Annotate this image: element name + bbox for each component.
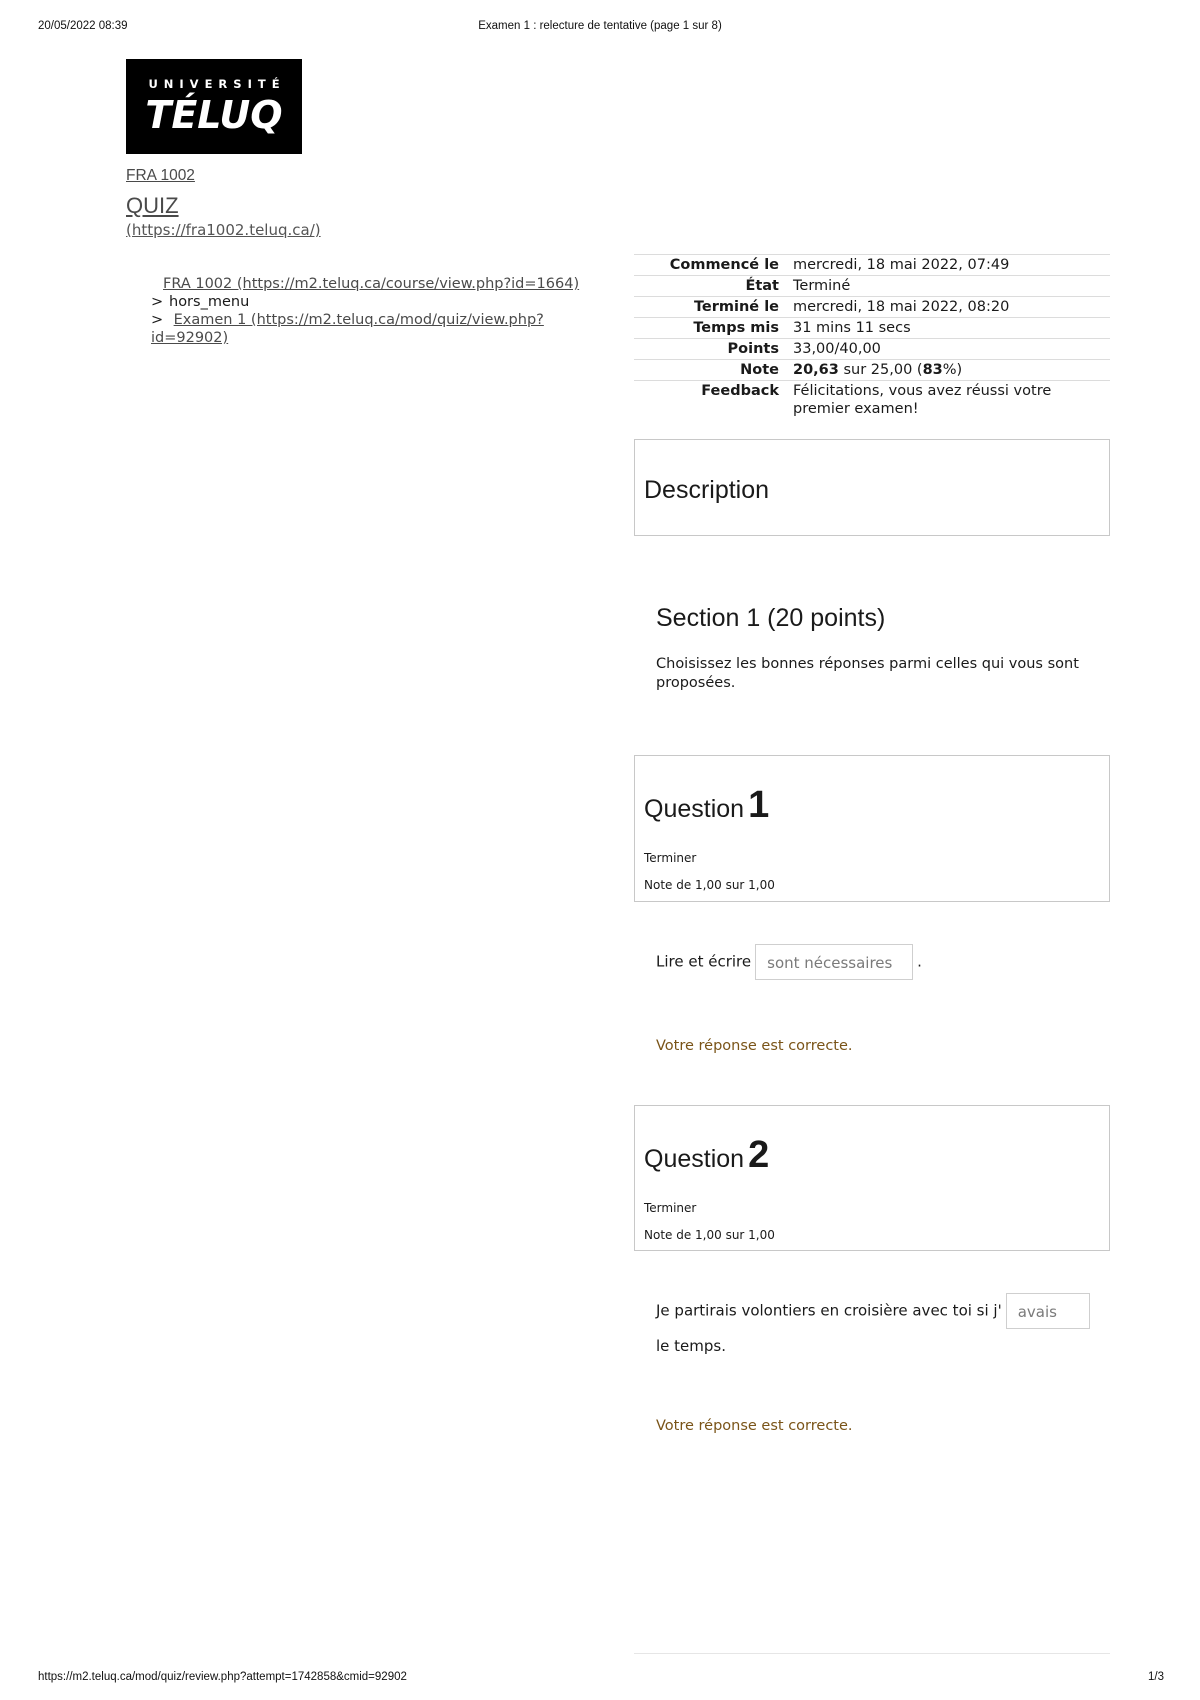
breadcrumb-link-course[interactable]: FRA 1002 (https://m2.teluq.ca/course/view.php?id=1664) bbox=[163, 276, 580, 292]
summary-row-finished bbox=[634, 297, 1110, 318]
logo-line-teluq: TÉLUQ bbox=[145, 93, 283, 137]
print-page-number: 1/3 bbox=[1148, 1671, 1164, 1683]
summary-label: Terminé le bbox=[693, 299, 779, 315]
summary-row-points bbox=[634, 339, 1110, 360]
section-title: Section 1 (20 points) bbox=[656, 604, 886, 632]
question-suffix: . bbox=[917, 952, 922, 971]
answer-field[interactable]: avais bbox=[1006, 1293, 1090, 1329]
question-number: 2 bbox=[748, 1134, 770, 1176]
breadcrumb-item-hors-menu bbox=[151, 293, 571, 311]
answer-field[interactable]: sont nécessaires bbox=[755, 944, 913, 980]
note-middle: sur 25,00 ( bbox=[838, 362, 923, 378]
summary-value: Terminé bbox=[793, 278, 851, 294]
question-feedback: Votre réponse est correcte. bbox=[656, 1038, 853, 1054]
breadcrumb-link-exam[interactable]: Examen 1 (https://m2.teluq.ca/mod/quiz/view.php?id=92902) bbox=[151, 312, 544, 346]
summary-label: État bbox=[745, 278, 779, 294]
summary-value: 33,00/40,00 bbox=[793, 341, 881, 357]
site-url-link[interactable]: (https://fra1002.teluq.ca/) bbox=[126, 221, 321, 239]
section-instructions: Choisissez les bonnes réponses parmi celles qui vous sont proposées. bbox=[656, 656, 1079, 691]
question-state: Terminer bbox=[644, 1201, 697, 1215]
question-prefix: Lire et écrire bbox=[656, 952, 752, 971]
breadcrumb bbox=[151, 275, 580, 347]
question-label: Question bbox=[644, 1145, 745, 1173]
summary-label: Note bbox=[740, 362, 779, 378]
logo-line-universite: UNIVERSITÉ bbox=[148, 77, 286, 91]
breadcrumb-separator: > bbox=[151, 312, 164, 328]
summary-row-state bbox=[634, 276, 1110, 297]
summary-label: Feedback bbox=[701, 383, 779, 399]
question-text bbox=[656, 1293, 1096, 1363]
attempt-summary-table bbox=[634, 254, 1110, 419]
note-percent: 83 bbox=[922, 362, 943, 378]
breadcrumb-separator: > bbox=[151, 294, 164, 310]
print-url: https://m2.teluq.ca/mod/quiz/review.php?attempt=1742858&cmid=92902 bbox=[38, 1671, 407, 1683]
question-suffix: le temps. bbox=[656, 1337, 726, 1355]
question-number: 1 bbox=[748, 784, 770, 826]
description-box bbox=[634, 439, 1110, 536]
breadcrumb-item-course bbox=[151, 275, 580, 293]
note-score: 20,63 bbox=[793, 362, 839, 378]
teluq-logo[interactable] bbox=[126, 59, 302, 154]
note-end: %) bbox=[942, 362, 963, 378]
summary-value: Félicitations, vous avez réussi votre premier examen! bbox=[793, 383, 1052, 417]
quiz-title-link[interactable]: QUIZ bbox=[126, 193, 179, 218]
question-label: Question bbox=[644, 795, 745, 823]
course-code-link[interactable]: FRA 1002 bbox=[126, 167, 195, 184]
question-info-box bbox=[634, 755, 1110, 902]
summary-value: mercredi, 18 mai 2022, 08:20 bbox=[793, 299, 1010, 315]
question-grade: Note de 1,00 sur 1,00 bbox=[644, 1228, 775, 1242]
question-info-box bbox=[634, 1105, 1110, 1251]
print-title: Examen 1 : relecture de tentative (page 1 sur 8) bbox=[478, 20, 722, 32]
question-prefix: Je partirais volontiers en croisière avec toi si j' bbox=[656, 1301, 1002, 1320]
summary-label: Temps mis bbox=[693, 320, 779, 336]
summary-label: Points bbox=[727, 341, 779, 357]
breadcrumb-item-exam bbox=[151, 311, 571, 347]
summary-row-time-taken bbox=[634, 318, 1110, 339]
summary-value bbox=[793, 360, 1110, 381]
description-heading: Description bbox=[644, 476, 770, 504]
question-title bbox=[644, 1134, 769, 1177]
summary-row-feedback bbox=[634, 381, 1110, 420]
question-title bbox=[644, 784, 769, 827]
summary-row-note bbox=[634, 360, 1110, 381]
question-state: Terminer bbox=[644, 851, 697, 865]
question-feedback: Votre réponse est correcte. bbox=[656, 1418, 853, 1434]
divider bbox=[634, 1653, 1110, 1654]
summary-value: 31 mins 11 secs bbox=[793, 320, 911, 336]
print-datetime: 20/05/2022 08:39 bbox=[38, 20, 128, 32]
question-grade: Note de 1,00 sur 1,00 bbox=[644, 878, 775, 892]
breadcrumb-label-hors-menu: hors_menu bbox=[169, 294, 250, 310]
summary-value: mercredi, 18 mai 2022, 07:49 bbox=[793, 257, 1010, 273]
summary-row-started bbox=[634, 255, 1110, 276]
question-text bbox=[656, 944, 922, 980]
summary-label: Commencé le bbox=[669, 257, 779, 273]
